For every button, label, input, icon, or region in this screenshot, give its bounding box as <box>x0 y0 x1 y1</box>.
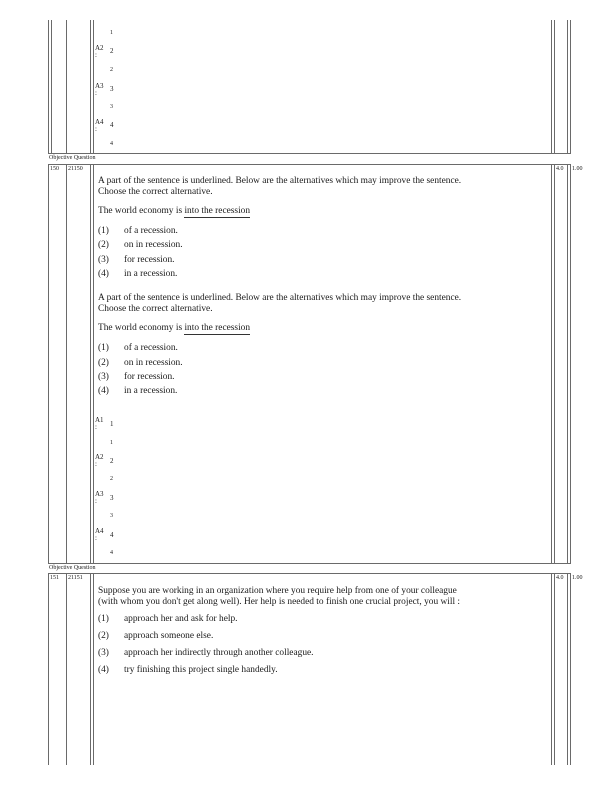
instruction-line: A part of the sentence is underlined. Below are the alternatives which may improve the sentence. <box>98 176 462 186</box>
option-text: for recession. <box>124 372 175 382</box>
answer-number: 2 <box>110 457 114 465</box>
sentence-text: The world economy is <box>98 206 183 216</box>
option-number: (2) <box>98 358 109 368</box>
answer-value: 2 <box>110 67 113 73</box>
question-id: 21151 <box>68 575 83 581</box>
option-text: on in recession. <box>124 358 183 368</box>
question-marks: 4.0 <box>556 575 564 581</box>
answer-label: A2 <box>95 44 104 52</box>
option-text: in a recession. <box>124 269 178 279</box>
question-text-line: (with whom you don't get along well). Her help is needed to finish one crucial project, you will : <box>98 597 461 607</box>
answer-number: 4 <box>110 531 114 539</box>
answer-colon: : <box>95 89 97 97</box>
option-text: for recession. <box>124 255 175 265</box>
answer-value: 3 <box>110 513 113 519</box>
answer-colon: : <box>95 51 97 59</box>
answer-label: A3 <box>95 490 104 498</box>
answer-label: A4 <box>95 527 104 535</box>
answer-value: 2 <box>110 476 113 482</box>
option-text: approach someone else. <box>124 631 214 641</box>
option-number: (1) <box>98 226 109 236</box>
instruction-line: Choose the correct alternative. <box>98 304 213 314</box>
answer-colon: : <box>95 534 97 542</box>
question-number: 150 <box>50 166 59 172</box>
option-number: (1) <box>98 614 109 624</box>
option-number: (3) <box>98 372 109 382</box>
question-id: 21150 <box>68 166 83 172</box>
answer-value: 4 <box>110 141 113 147</box>
answer-label: A1 <box>95 416 104 424</box>
underlined-phrase: into the recession <box>184 323 251 333</box>
option-text: in a recession. <box>124 386 178 396</box>
answer-colon: : <box>95 497 97 505</box>
option-number: (3) <box>98 648 109 658</box>
option-number: (4) <box>98 269 109 279</box>
answer-colon: : <box>95 125 97 133</box>
option-text: try finishing this project single handedly. <box>124 665 278 675</box>
option-text: of a recession. <box>124 226 178 236</box>
option-text: on in recession. <box>124 240 183 250</box>
answer-colon: : <box>95 460 97 468</box>
question-text-line: Suppose you are working in an organization where you require help from one of your colleague <box>98 586 457 596</box>
question-negative-marks: 1.00 <box>572 575 583 581</box>
section-label: Objective Question <box>49 155 96 161</box>
answer-number: 4 <box>110 121 114 129</box>
option-text: of a recession. <box>124 343 178 353</box>
sentence-text: The world economy is <box>98 323 183 333</box>
option-number: (3) <box>98 255 109 265</box>
answer-label: A2 <box>95 453 104 461</box>
answer-value: 1 <box>110 440 113 446</box>
option-text: approach her and ask for help. <box>124 614 238 624</box>
answer-label: A4 <box>95 118 104 126</box>
answer-number: 1 <box>110 420 114 428</box>
answer-label: A3 <box>95 82 104 90</box>
option-number: (4) <box>98 386 109 396</box>
question-sentence <box>98 323 250 334</box>
answer-number: 3 <box>110 494 114 502</box>
answer-value: 4 <box>110 550 113 556</box>
answer-colon: : <box>95 423 97 431</box>
instruction-line: Choose the correct alternative. <box>98 187 213 197</box>
question-number: 151 <box>50 575 59 581</box>
answer-value: 1 <box>110 30 113 36</box>
question-sentence <box>98 206 250 217</box>
answer-value: 3 <box>110 104 113 110</box>
instruction-line: A part of the sentence is underlined. Below are the alternatives which may improve the sentence. <box>98 293 462 303</box>
option-number: (1) <box>98 343 109 353</box>
section-label: Objective Question <box>49 565 96 571</box>
question-marks: 4.0 <box>556 166 564 172</box>
answer-number: 3 <box>110 85 114 93</box>
option-number: (4) <box>98 665 109 675</box>
answer-number: 2 <box>110 47 114 55</box>
underlined-phrase: into the recession <box>184 206 251 216</box>
option-text: approach her indirectly through another colleague. <box>124 648 314 658</box>
question-negative-marks: 1.00 <box>572 166 583 172</box>
option-number: (2) <box>98 240 109 250</box>
option-number: (2) <box>98 631 109 641</box>
